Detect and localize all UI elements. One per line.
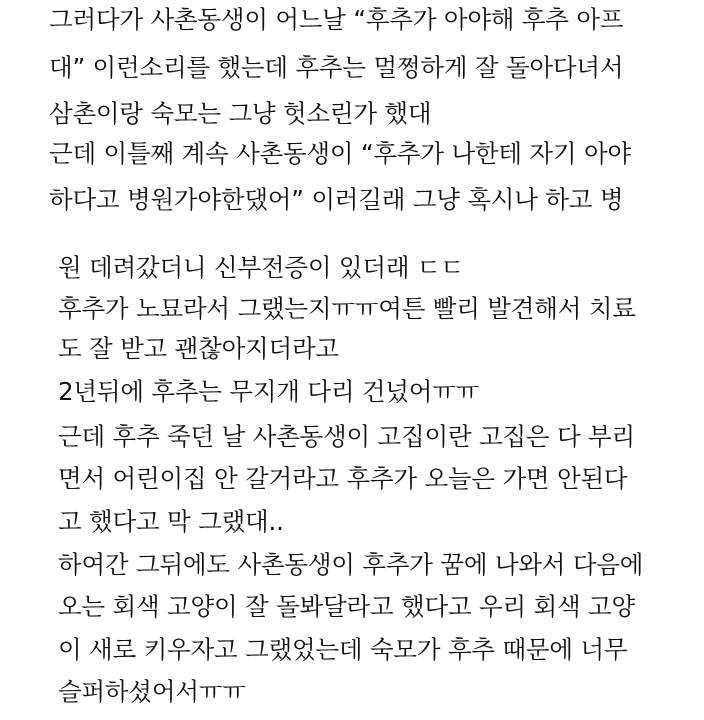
text-line: 고 했다고 막 그랬대.. [58,507,284,536]
text-line: 이 새로 키우자고 그랬었는데 숙모가 후추 때문에 너무 [58,635,628,664]
text-line: 근데 후추 죽던 날 사촌동생이 고집이란 고집은 다 부리 [58,422,635,451]
text-line: 도 잘 받고 괜찮아지더라고 [58,334,339,363]
text-line: 그러다가 사촌동생이 어느날 “후추가 아야해 후추 아프 [49,5,624,34]
text-line: 슬퍼하셨어서ㅠㅠ [58,677,246,706]
text-line: 근데 이틀째 계속 사촌동생이 “후추가 나한테 자기 아야 [49,139,631,168]
text-line: 삼촌이랑 숙모는 그냥 헛소린가 했대 [49,99,432,128]
text-line: 하다고 병원가야한댔어” 이러길래 그냥 혹시나 하고 병 [49,185,624,214]
text-line: 원 데려갔더니 신부전증이 있더래 ㄷㄷ [58,253,464,282]
text-line: 후추가 노묘라서 그랬는지ㅠㅠ여튼 빨리 발견해서 치료 [58,294,636,323]
text-line: 면서 어린이집 안 갈거라고 후추가 오늘은 가면 안된다 [58,464,628,493]
text-line: 오는 회색 고양이 잘 돌봐달라고 했다고 우리 회색 고양 [58,592,635,621]
text-line: 2년뒤에 후추는 무지개 다리 건넜어ㅠㅠ [58,377,480,406]
text-line: 하여간 그뒤에도 사촌동생이 후추가 꿈에 나와서 다음에 [58,550,644,579]
text-line: 대” 이런소리를 했는데 후추는 멀쩡하게 잘 돌아다녀서 [49,53,624,82]
